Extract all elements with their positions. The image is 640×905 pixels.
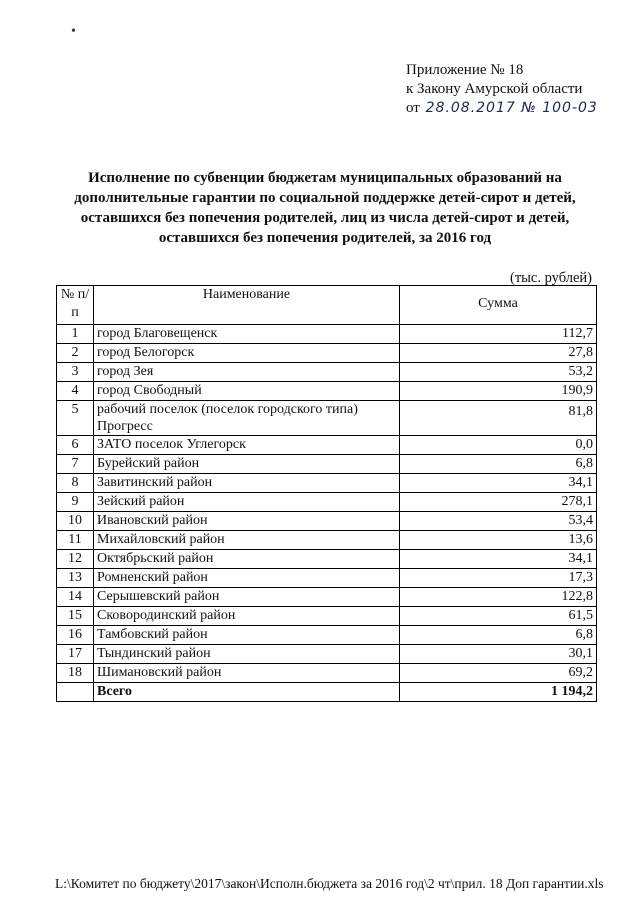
row-name: Зейский район [94, 493, 400, 512]
table-row [57, 512, 597, 531]
row-name: рабочий поселок (поселок городского типа) Прогресс [94, 401, 400, 436]
row-number: 10 [57, 512, 94, 531]
row-sum: 190,9 [400, 382, 597, 401]
table-row [57, 569, 597, 588]
appendix-date-line [406, 99, 598, 118]
row-name: ЗАТО поселок Углегорск [94, 436, 400, 455]
table-row [57, 401, 597, 436]
table-row [57, 531, 597, 550]
row-name: Тындинский район [94, 645, 400, 664]
appendix-law: к Закону Амурской области [406, 81, 583, 97]
table-body [57, 325, 597, 702]
row-sum: 81,8 [400, 401, 597, 436]
row-name: город Зея [94, 363, 400, 382]
row-sum: 27,8 [400, 344, 597, 363]
row-sum: 53,4 [400, 512, 597, 531]
row-number: 14 [57, 588, 94, 607]
table-row [57, 455, 597, 474]
row-name: Михайловский район [94, 531, 400, 550]
row-name: город Белогорск [94, 344, 400, 363]
table-row [57, 550, 597, 569]
appendix-block [406, 61, 598, 118]
handwritten-date-number: 28.08.2017 № 100-03 [425, 100, 598, 116]
table-row [57, 645, 597, 664]
appendix-number: Приложение № 18 [406, 62, 524, 78]
row-number: 16 [57, 626, 94, 645]
row-sum: 112,7 [400, 325, 597, 344]
row-name: Шимановский район [94, 664, 400, 683]
appendix-date-prefix: от [406, 100, 420, 116]
table-row [57, 344, 597, 363]
file-path-footer: L:\Комитет по бюджету\2017\закон\Исполн.бюджета за 2016 год\2 чт\прил. 18 Доп гарантии.xls [55, 876, 604, 891]
row-name: Ивановский район [94, 512, 400, 531]
document-title: Исполнение по субвенции бюджетам муниципальных образований на дополнительные гарантии по социальной поддержке детей-сирот и детей, оставшихся без попечения родителей, лиц из числа детей-сирот и детей, оставшихся без попечения родителей, за 2016 год [74, 170, 576, 246]
row-sum: 69,2 [400, 664, 597, 683]
table-row [57, 325, 597, 344]
row-number: 4 [57, 382, 94, 401]
header-sum-label: Сумма [478, 296, 518, 311]
header-name [94, 286, 400, 325]
row-number: 12 [57, 550, 94, 569]
row-number: 2 [57, 344, 94, 363]
row-name: Октябрьский район [94, 550, 400, 569]
row-number: 13 [57, 569, 94, 588]
row-name: Сковородинский район [94, 607, 400, 626]
row-sum: 278,1 [400, 493, 597, 512]
row-number: 5 [57, 401, 94, 436]
table-row [57, 664, 597, 683]
row-sum: 13,6 [400, 531, 597, 550]
row-number: 11 [57, 531, 94, 550]
table-row [57, 474, 597, 493]
row-name: город Свободный [94, 382, 400, 401]
table-row [57, 588, 597, 607]
table-row [57, 436, 597, 455]
row-sum: 17,3 [400, 569, 597, 588]
row-name: Серышевский район [94, 588, 400, 607]
header-number: № п/п [57, 286, 94, 325]
row-sum: 34,1 [400, 474, 597, 493]
header-sum [400, 286, 597, 325]
table-row [57, 607, 597, 626]
row-number: 9 [57, 493, 94, 512]
row-number: 15 [57, 607, 94, 626]
units-label: (тыс. рублей) [510, 270, 592, 286]
row-sum: 30,1 [400, 645, 597, 664]
row-name: Ромненский район [94, 569, 400, 588]
total-label: Всего [94, 683, 400, 702]
row-number: 18 [57, 664, 94, 683]
total-number-cell [57, 683, 94, 702]
table-row [57, 363, 597, 382]
budget-table [56, 285, 597, 702]
total-sum: 1 194,2 [400, 683, 597, 702]
row-sum: 0,0 [400, 436, 597, 455]
row-sum: 61,5 [400, 607, 597, 626]
row-number: 3 [57, 363, 94, 382]
row-name: Тамбовский район [94, 626, 400, 645]
row-number: 8 [57, 474, 94, 493]
header-name-label: Наименование [202, 287, 291, 302]
row-sum: 6,8 [400, 626, 597, 645]
row-number: 1 [57, 325, 94, 344]
total-row [57, 683, 597, 702]
table-row [57, 382, 597, 401]
row-name: Завитинский район [94, 474, 400, 493]
row-number: 17 [57, 645, 94, 664]
row-sum: 6,8 [400, 455, 597, 474]
row-name: город Благовещенск [94, 325, 400, 344]
table-row [57, 493, 597, 512]
row-name: Бурейский район [94, 455, 400, 474]
table-header-row [57, 286, 597, 325]
row-sum: 122,8 [400, 588, 597, 607]
row-sum: 53,2 [400, 363, 597, 382]
table-row [57, 626, 597, 645]
row-number: 7 [57, 455, 94, 474]
row-sum: 34,1 [400, 550, 597, 569]
scan-mark: • [71, 24, 76, 39]
row-number: 6 [57, 436, 94, 455]
